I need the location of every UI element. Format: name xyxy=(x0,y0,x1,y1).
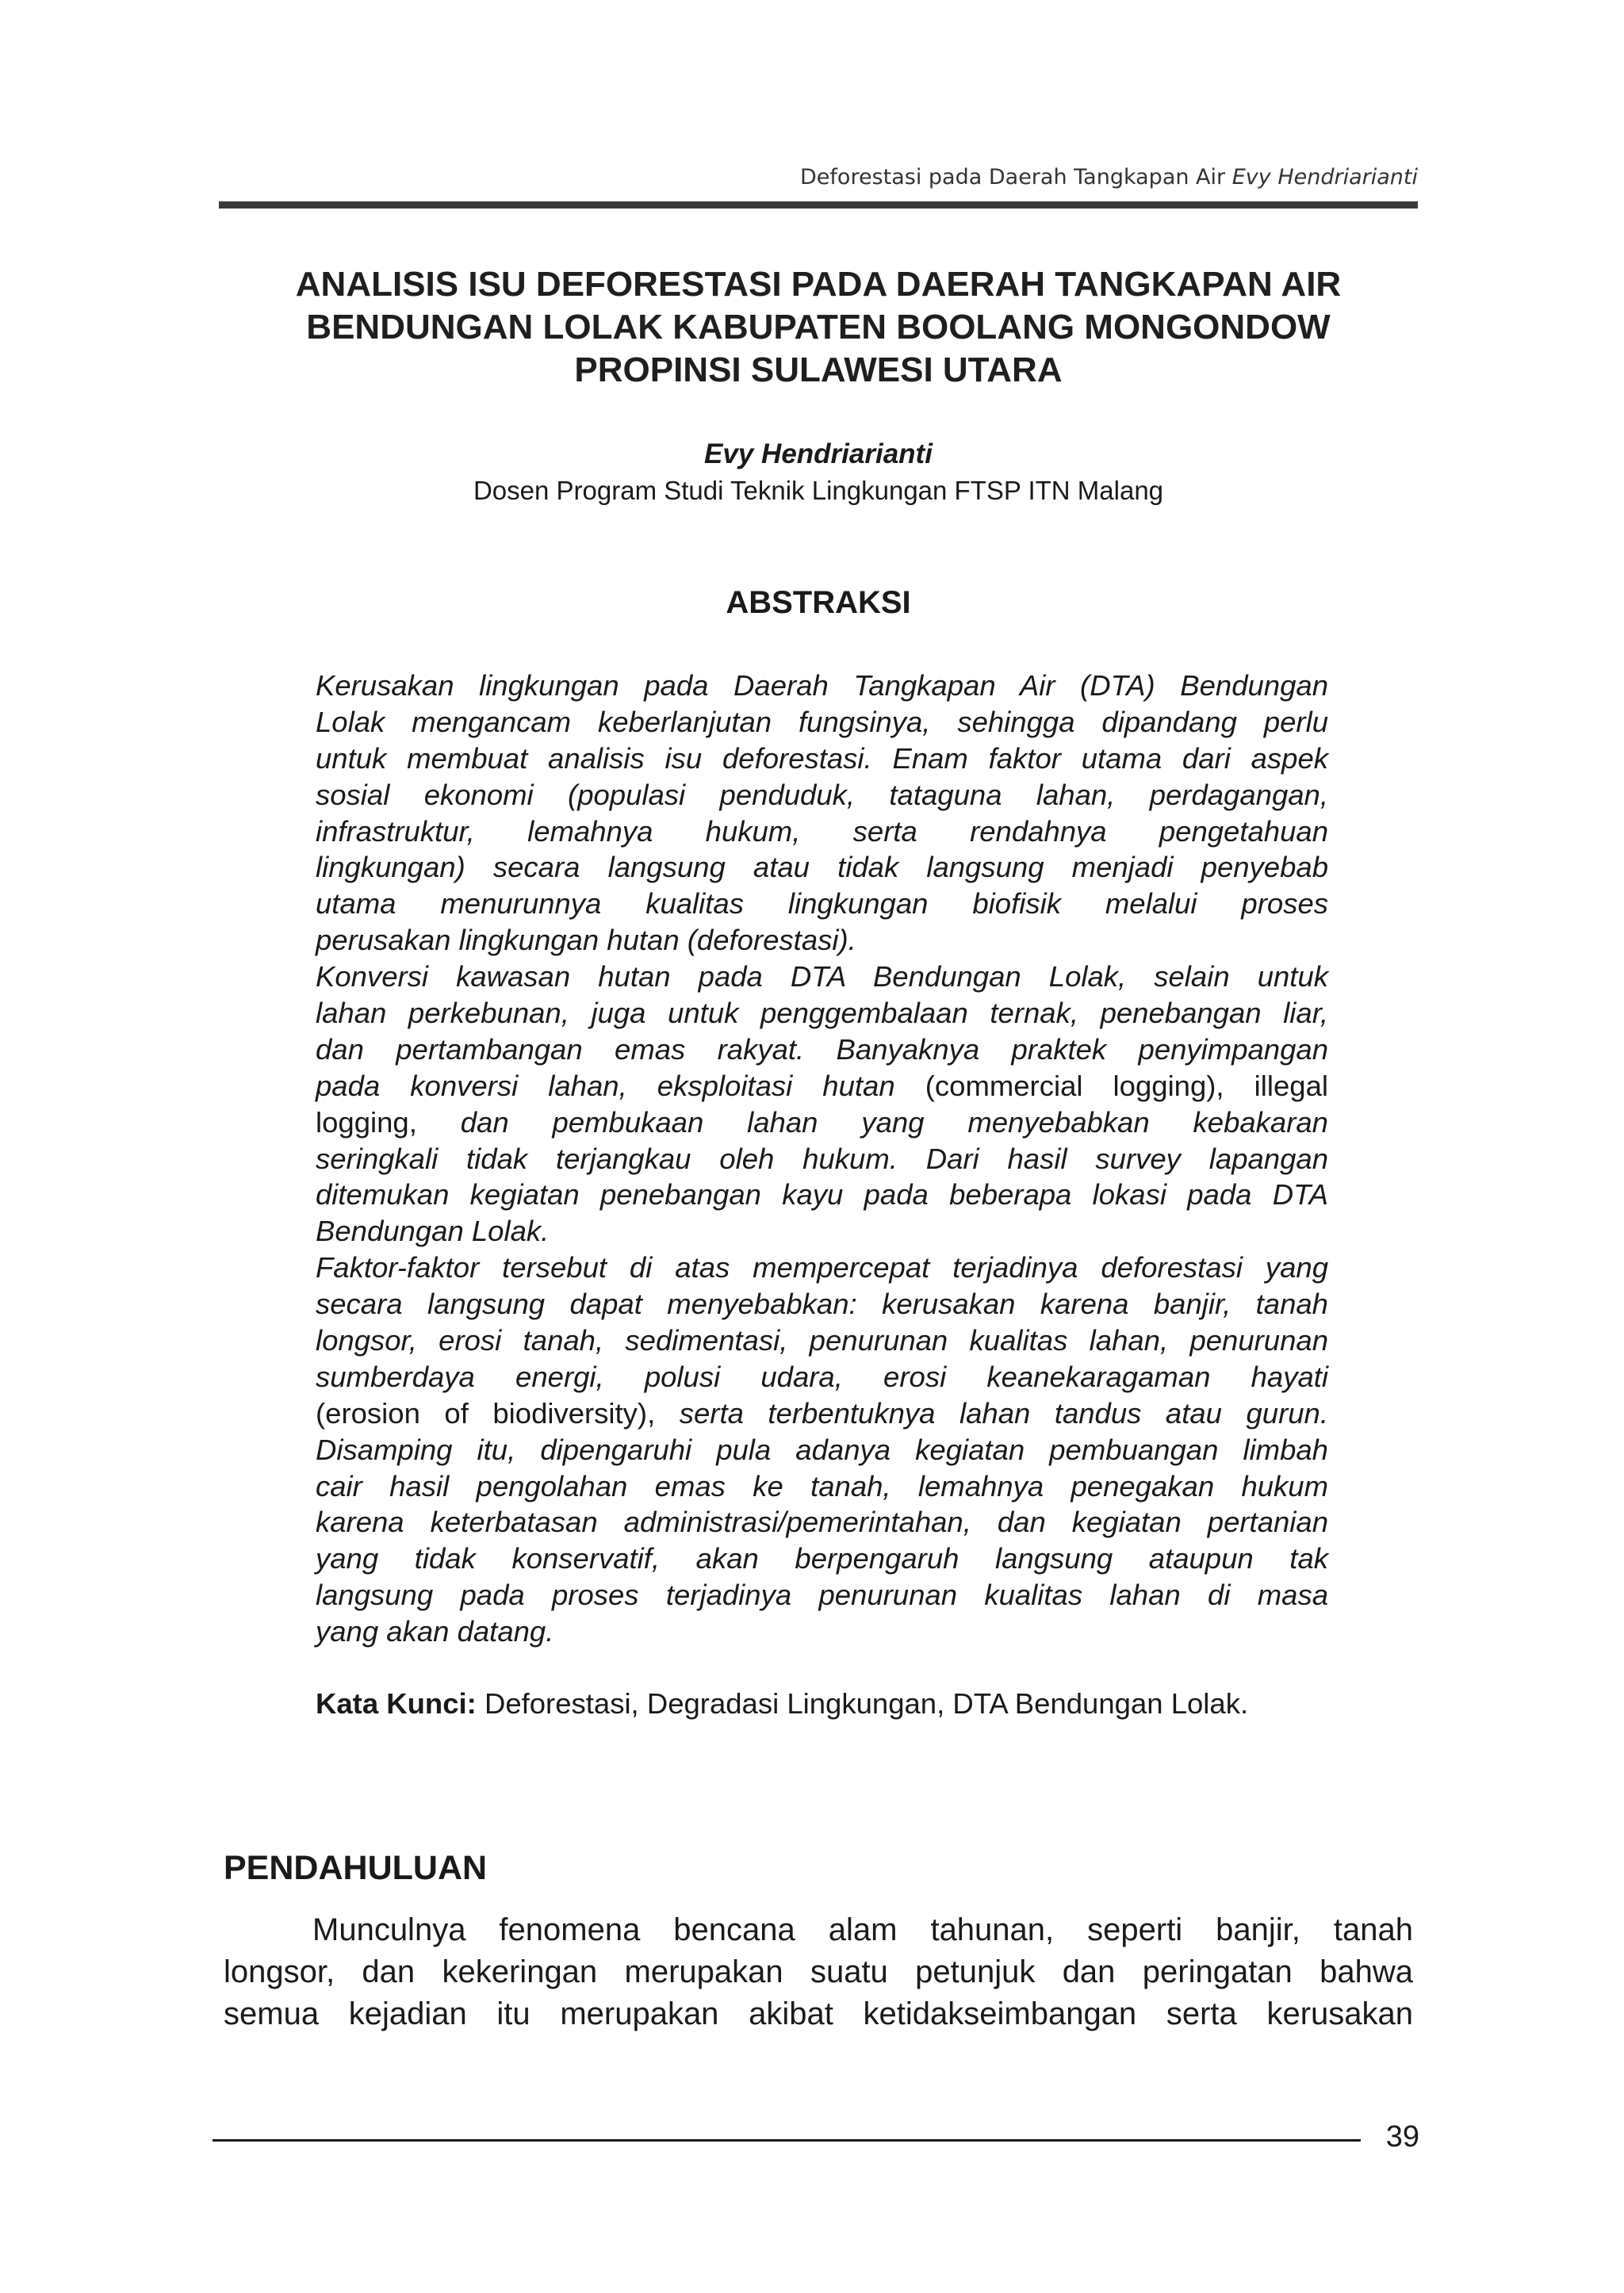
abstract-line-mixed xyxy=(316,1068,1328,1104)
title-line: PROPINSI SULAWESI UTARA xyxy=(574,350,1063,389)
abstract-line: perusakan lingkungan hutan (deforestasi). xyxy=(316,924,856,957)
running-header-author: Evy Hendriarianti xyxy=(1231,165,1418,189)
abstract-segment-normal: (commercial logging), illegal xyxy=(894,1069,1328,1102)
footer-rule xyxy=(213,2139,1361,2142)
abstract-segment-normal: logging, xyxy=(316,1105,417,1139)
abstract-line: yang tidak konservatif, akan berpengaruh langsung ataupun tak xyxy=(316,1542,1328,1575)
title-line: BENDUNGAN LOLAK KABUPATEN BOOLANG MONGONDOW xyxy=(306,308,1331,346)
abstract-segment-italic: dan pembukaan lahan yang menyebabkan kebakaran xyxy=(416,1105,1328,1139)
abstract-line: Lolak mengancam keberlanjutan fungsinya, sehingga dipandang perlu xyxy=(316,705,1328,738)
abstract-line: Bendungan Lolak. xyxy=(316,1215,550,1248)
section-heading: PENDAHULUAN xyxy=(224,1849,488,1887)
keywords xyxy=(316,1687,1346,1721)
section-body xyxy=(224,1909,1413,2035)
abstract-line: seringkali tidak terjangkau oleh hukum. Dari hasil survey lapangan xyxy=(316,1142,1328,1175)
abstract-line: longsor, erosi tanah, sedimentasi, penurunan kualitas lahan, penurunan xyxy=(316,1324,1328,1357)
abstract-line: Konversi kawasan hutan pada DTA Bendungan Lolak, selain untuk xyxy=(316,960,1328,993)
abstract-line: infrastruktur, lemahnya hukum, serta rendahnya pengetahuan xyxy=(316,814,1328,848)
running-header-title: Deforestasi pada Daerah Tangkapan Air xyxy=(800,165,1226,189)
title-line: ANALISIS ISU DEFORESTASI PADA DAERAH TANGKAPAN AIR xyxy=(295,265,1342,304)
abstract-line: lingkungan) secara langsung atau tidak langsung menjadi penyebab xyxy=(316,851,1328,884)
abstract-line: secara langsung dapat menyebabkan: kerusakan karena banjir, tanah xyxy=(316,1288,1328,1321)
abstract-line-mixed xyxy=(316,1104,1328,1141)
body-line: longsor, dan kekeringan merupakan suatu petunjuk dan peringatan bahwa xyxy=(224,1954,1413,1989)
abstract-line: utama menurunnya kualitas lingkungan biofisik melalui proses xyxy=(316,887,1328,921)
abstract-line: yang akan datang. xyxy=(316,1615,554,1648)
running-header xyxy=(219,165,1418,189)
abstract-body xyxy=(316,668,1328,1650)
abstract-line: Disamping itu, dipengaruhi pula adanya kegiatan pembuangan limbah xyxy=(316,1433,1328,1466)
author-name: Evy Hendriarianti xyxy=(704,438,933,469)
abstract-segment-normal: (erosion of biodiversity), xyxy=(316,1396,656,1430)
keywords-label: Kata Kunci: xyxy=(316,1687,477,1720)
body-line: Munculnya fenomena bencana alam tahunan, seperti banjir, tanah xyxy=(312,1912,1413,1947)
paper-title xyxy=(219,263,1418,392)
abstract-line-mixed xyxy=(316,1395,1328,1432)
abstract-line: Kerusakan lingkungan pada Daerah Tangkapan Air (DTA) Bendungan xyxy=(316,669,1328,702)
author-affiliation: Dosen Program Studi Teknik Lingkungan FTSP ITN Malang xyxy=(473,476,1164,505)
abstract-line: untuk membuat analisis isu deforestasi. Enam faktor utama dari aspek xyxy=(316,741,1328,775)
page-number: 39 xyxy=(1385,2120,1419,2153)
abstract-segment-italic: pada konversi lahan, eksploitasi hutan xyxy=(316,1069,895,1102)
abstract-segment-italic: serta terbentuknya lahan tandus atau gurun. xyxy=(655,1396,1328,1430)
keywords-text: Deforestasi, Degradasi Lingkungan, DTA Bendungan Lolak. xyxy=(476,1687,1249,1720)
abstract-line: dan pertambangan emas rakyat. Banyaknya praktek penyimpangan xyxy=(316,1032,1328,1066)
abstract-line: karena keterbatasan administrasi/pemerintahan, dan kegiatan pertanian xyxy=(316,1506,1328,1539)
abstract-line: lahan perkebunan, juga untuk penggembalaan ternak, penebangan liar, xyxy=(316,997,1328,1030)
abstract-line: cair hasil pengolahan emas ke tanah, lemahnya penegakan hukum xyxy=(316,1469,1328,1503)
abstract-line: sosial ekonomi (populasi penduduk, tataguna lahan, perdagangan, xyxy=(316,778,1328,811)
body-line: semua kejadian itu merupakan akibat ketidakseimbangan serta kerusakan xyxy=(224,1996,1413,2031)
abstract-line: langsung pada proses terjadinya penurunan kualitas lahan di masa xyxy=(316,1579,1328,1612)
header-rule xyxy=(219,201,1418,209)
abstract-line: Faktor-faktor tersebut di atas mempercepat terjadinya deforestasi yang xyxy=(316,1251,1328,1284)
abstract-line: ditemukan kegiatan penebangan kayu pada beberapa lokasi pada DTA xyxy=(316,1178,1328,1212)
abstract-heading: ABSTRAKSI xyxy=(726,585,911,620)
abstract-line: sumberdaya energi, polusi udara, erosi keanekaragaman hayati xyxy=(316,1360,1328,1393)
